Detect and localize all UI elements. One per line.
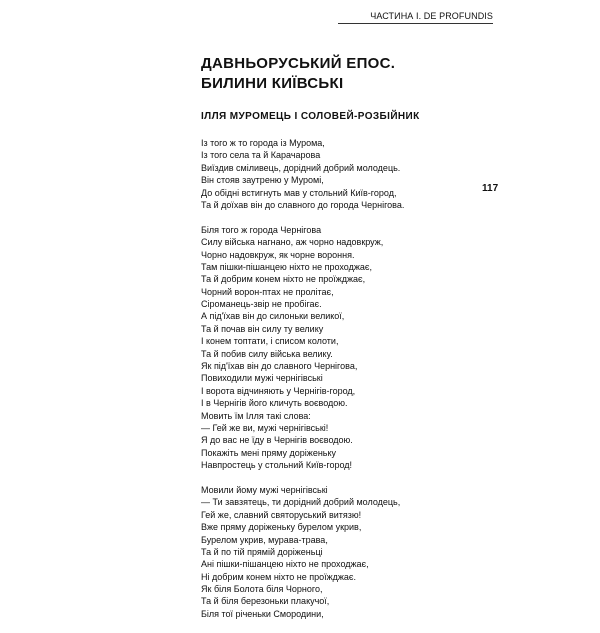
poem-line: Ані пішки-пішанцею ніхто не проходжає, [201, 559, 369, 570]
poem-line: Та й побив силу війська велику. [201, 348, 333, 359]
poem-line: Як під'їхав він до славного Чернігова, [201, 361, 358, 372]
poem-line: Силу війська нагнано, аж чорно надовкруж, [201, 237, 384, 248]
chapter-title-line: ДАВНЬОРУСЬКИЙ ЕПОС. [201, 55, 396, 72]
page-number: 117 [482, 183, 499, 194]
poem-line: Біля того ж города Чернігова [201, 224, 322, 235]
poem-line: Як біля Болота біля Чорного, [201, 584, 323, 595]
poem-line: Покажіть мені пряму доріженьку [201, 447, 337, 458]
poem-line: Із того ж то города із Мурома, [201, 138, 325, 148]
poem-line: — Гей же ви, мужі чернігівські! [201, 422, 329, 433]
chapter-title [201, 54, 501, 94]
poem-line: І в Чернігів його кличуть воєводою. [201, 398, 348, 409]
poem-line: Із того села та й Карачарова [201, 150, 321, 161]
poem-line: Вже пряму доріженьку бурелом укрив, [201, 522, 362, 533]
poem-line: Та й по тій прямій доріженьці [201, 546, 323, 557]
poem-line: Чорно надовкруж, як чорне вороння. [201, 249, 355, 260]
poem-line: Там пішки-пішанцею ніхто не проходжає, [201, 261, 372, 272]
poem-line: Та й почав він силу ту велику [201, 323, 324, 334]
poem-line: І конем топтати, і списом колоти, [201, 336, 339, 347]
poem-line: Та й добрим конем ніхто не проїжджає, [201, 274, 366, 285]
poem-line: До обідні встигнуть мав у стольний Київ-город, [201, 187, 397, 198]
poem-line: Та й доїхав він до славного до города Чернігова. [201, 199, 405, 210]
poem-line: І ворота відчиняють у Чернігів-город, [201, 385, 356, 396]
poem-line: Гей же, славний святоруський витязю! [201, 509, 362, 520]
poem-line: Виїздив сміливець, дорідний добрий молодець. [201, 162, 401, 173]
chapter-title-line: БИЛИНИ КИЇВСЬКІ [201, 75, 344, 92]
poem-line: Бурелом укрив, мурава-трава, [201, 534, 328, 545]
poem-line: Та й біля березоньки плакучої, [201, 596, 330, 607]
poem-line: Чорний ворон-птах не пролітає, [201, 286, 334, 297]
poem-line: Він стояв заутреню у Муромі, [201, 175, 324, 186]
poem-line: Ні добрим конем ніхто не проїжджає. [201, 571, 356, 582]
poem-title: ІЛЛЯ МУРОМЕЦЬ І СОЛОВЕЙ-РОЗБІЙНИК [201, 111, 420, 122]
poem-line: Я до вас не їду в Чернігів воєводою. [201, 435, 353, 446]
poem-line: Мовили йому мужі чернігівські [201, 484, 328, 495]
poem-line: Сіроманець-звір не пробігає. [201, 299, 322, 310]
poem-line: Навпростець у стольний Київ-город! [201, 460, 353, 471]
poem-body [201, 137, 491, 633]
poem-line: Біля тої річеньки Смородини, [201, 608, 324, 619]
poem-line: А під'їхав він до силоньки великої, [201, 311, 345, 322]
stanza [201, 224, 491, 472]
running-head: ЧАСТИНА I. DE PROFUNDIS [370, 11, 493, 21]
poem-line: — Ти завзятець, ти дорідний добрий молодець, [201, 497, 401, 508]
poem-line: Мовить їм Ілля такі слова: [201, 410, 311, 421]
poem-line: Повиходили мужі чернігівські [201, 373, 323, 384]
stanza [201, 137, 491, 211]
header-rule [338, 23, 493, 24]
